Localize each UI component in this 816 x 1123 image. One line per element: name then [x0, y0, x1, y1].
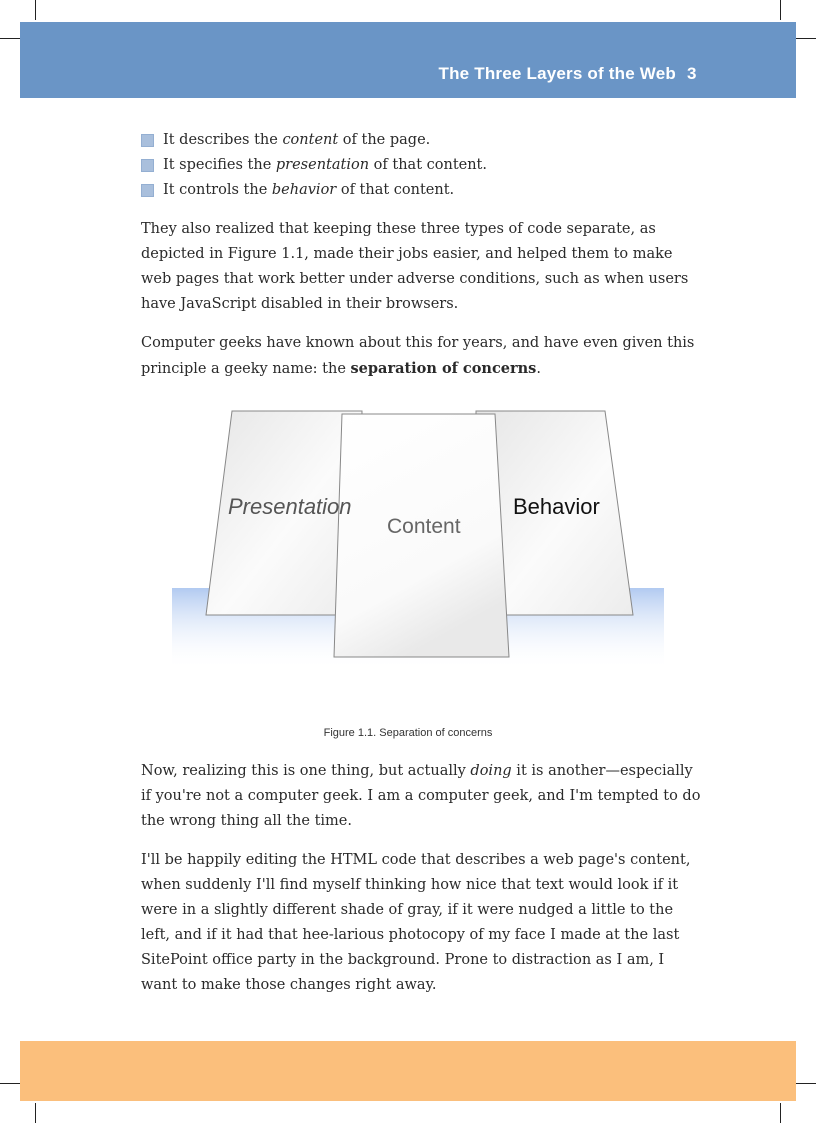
- crop-mark: [796, 38, 816, 39]
- crop-mark: [780, 0, 781, 20]
- crop-mark: [35, 1103, 36, 1123]
- paragraph: Now, realizing this is one thing, but actually doing it is another—especially if you're not a computer geek. I am a computer geek, and I'm tempted to do the wrong thing all the time.: [141, 763, 701, 829]
- page-number: 3: [687, 64, 697, 83]
- crop-mark: [0, 1083, 20, 1084]
- bullet-square-icon: [141, 159, 154, 172]
- label-content: Content: [387, 515, 461, 538]
- figure-separation-of-concerns: [172, 405, 664, 670]
- running-title: The Three Layers of the Web: [438, 64, 676, 83]
- crop-mark: [35, 0, 36, 20]
- crop-mark: [0, 38, 20, 39]
- label-presentation: Presentation: [228, 494, 352, 519]
- bullet-list: [141, 128, 701, 203]
- figure-illustration: [172, 405, 664, 670]
- list-item: It controls the behavior of that content.: [141, 178, 701, 203]
- main-content-continued: [141, 759, 701, 1012]
- paragraph: They also realized that keeping these three types of code separate, as depicted in Figure 1.1, made their jobs easier, and helped them to make web pages that work better under adverse conditions, such as when users have JavaScript disabled in their browsers.: [141, 221, 689, 312]
- paragraph: I'll be happily editing the HTML code that describes a web page's content, when suddenly I'll find myself thinking how nice that text would look if it were in a slightly different shade of gray, if it were nudged a little to the left, and if it had that hee-larious photocopy of my face I made at the last SitePoint office party in the background. Prone to distraction as I am, I want to make those changes right away.: [141, 852, 691, 993]
- paragraph: Computer geeks have known about this for years, and have even given this principle a geeky name: the separation of concerns.: [141, 335, 695, 377]
- list-item: It specifies the presentation of that content.: [141, 153, 701, 178]
- term-bold: separation of concerns: [350, 360, 537, 377]
- label-behavior: Behavior: [513, 494, 600, 519]
- main-content: [141, 128, 701, 396]
- crop-mark: [780, 1103, 781, 1123]
- footer-band: [20, 1041, 796, 1101]
- list-item: It describes the content of the page.: [141, 128, 701, 153]
- figure-caption: Figure 1.1. Separation of concerns: [323, 727, 493, 739]
- crop-mark: [796, 1083, 816, 1084]
- bullet-square-icon: [141, 134, 154, 147]
- bullet-square-icon: [141, 184, 154, 197]
- header-band: [20, 22, 796, 98]
